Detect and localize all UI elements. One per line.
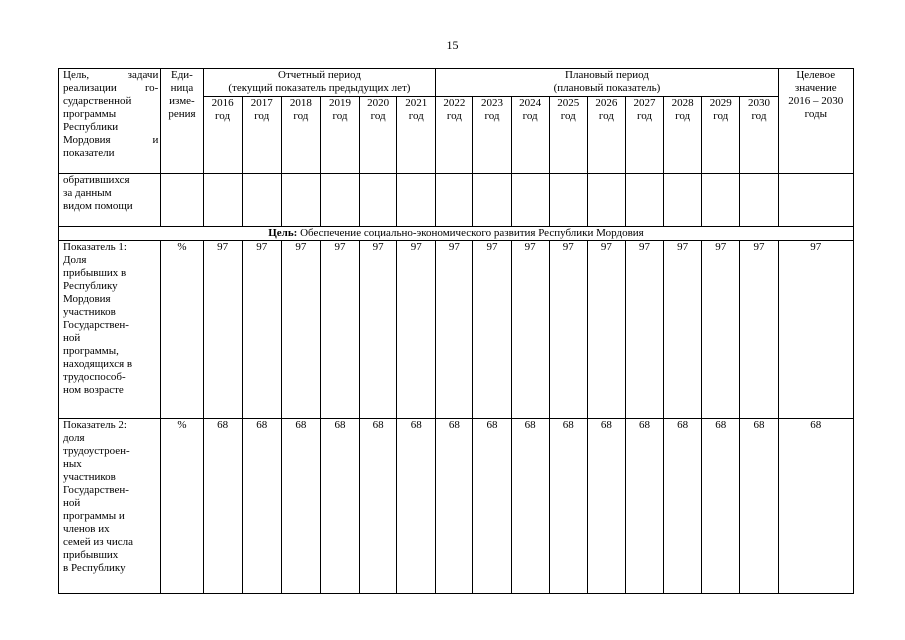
empty-cell [625, 174, 663, 227]
year-header-cell [320, 97, 359, 174]
unit-column-header-line: рения [168, 108, 196, 120]
target-column-header [778, 69, 853, 174]
year-word: год [598, 110, 614, 122]
year-label: 2016 [211, 97, 234, 109]
indicator-row [59, 419, 854, 594]
indicator-value-cell: 68 [473, 419, 511, 594]
header-row-1 [59, 69, 854, 97]
indicator-name-cell [59, 241, 161, 419]
indicator-name-line: трудоспособ- [63, 371, 126, 383]
empty-cell [511, 174, 549, 227]
year-word: год [293, 110, 309, 122]
indicator-name-line: Показатель 1: [63, 241, 127, 253]
indicator-name-line: прибывших [63, 549, 119, 561]
empty-cell [436, 174, 473, 227]
empty-cell [549, 174, 587, 227]
year-label: 2020 [367, 97, 390, 109]
indicator-name-line: ных [63, 458, 82, 470]
year-word: год [332, 110, 348, 122]
target-column-header-line: 2016 – 2030 [788, 95, 844, 107]
target-column-header-line: Целевое [796, 69, 836, 81]
goal-label: Цель: [268, 227, 298, 239]
indicator-value-cell: 68 [511, 419, 549, 594]
indicator-target-cell: 68 [778, 419, 853, 594]
indicator-value-cell: 97 [281, 241, 320, 419]
indicator-value-cell: 68 [702, 419, 740, 594]
year-label: 2018 [289, 97, 312, 109]
year-word: год [215, 110, 231, 122]
indicator-name-line: ном возрасте [63, 384, 124, 396]
empty-cell [320, 174, 359, 227]
indicator-name-line: Доля [63, 254, 87, 266]
empty-cell [664, 174, 702, 227]
indicator-name-line: ной [63, 497, 81, 509]
unit-column-header-line: Еди- [170, 69, 193, 81]
year-word: год [408, 110, 424, 122]
indicator-value-cell: 68 [436, 419, 473, 594]
indicator-name-line: Мордовия [63, 293, 111, 305]
target-column-header-line: значение [794, 82, 837, 94]
goal-column-header-line: Республики [63, 121, 119, 133]
empty-cell [242, 174, 281, 227]
continuation-name-line: обратившихся [63, 174, 130, 186]
year-header-cell [360, 97, 397, 174]
indicator-value-cell: 68 [587, 419, 625, 594]
indicator-value-cell: 68 [360, 419, 397, 594]
indicator-value-cell: 97 [625, 241, 663, 419]
indicator-value-cell: 97 [436, 241, 473, 419]
indicator-value-cell: 97 [702, 241, 740, 419]
indicators-table [58, 68, 854, 594]
planned-period-header [436, 69, 778, 97]
continuation-name-line: за данным [63, 187, 112, 199]
goal-row [59, 227, 854, 241]
year-word: год [751, 110, 767, 122]
year-header-cell [549, 97, 587, 174]
continuation-name-cell [59, 174, 161, 227]
target-column-header-line: годы [804, 108, 827, 120]
planned-title: Плановый период [565, 69, 649, 81]
year-word: год [637, 110, 653, 122]
indicator-unit-cell: % [161, 419, 203, 594]
year-label: 2017 [250, 97, 273, 109]
year-header-cell [242, 97, 281, 174]
year-header-cell [473, 97, 511, 174]
page-number: 15 [446, 38, 459, 52]
empty-cell [360, 174, 397, 227]
year-label: 2023 [481, 97, 504, 109]
indicator-value-cell: 68 [242, 419, 281, 594]
goal-column-header-line: показатели [63, 147, 115, 159]
reporting-title: Отчетный период [278, 69, 361, 81]
indicator-name-cell [59, 419, 161, 594]
year-header-cell [511, 97, 549, 174]
reporting-period-header [203, 69, 436, 97]
indicator-value-cell: 68 [281, 419, 320, 594]
indicator-name-line: членов их [63, 523, 110, 535]
indicator-value-cell: 97 [320, 241, 359, 419]
indicator-name-line: находящихся в [63, 358, 133, 370]
empty-cell [702, 174, 740, 227]
empty-cell [473, 174, 511, 227]
planned-subtitle: (плановый показатель) [553, 82, 661, 94]
empty-cell [281, 174, 320, 227]
year-label: 2019 [328, 97, 351, 109]
year-label: 2030 [747, 97, 770, 109]
reporting-subtitle: (текущий показатель предыдущих лет) [228, 82, 411, 94]
indicator-name-line: семей из числа [63, 536, 134, 548]
indicator-value-cell: 97 [664, 241, 702, 419]
indicator-name-line: доля [63, 432, 85, 444]
year-label: 2028 [671, 97, 694, 109]
indicator-value-cell: 68 [397, 419, 436, 594]
continuation-row [59, 174, 854, 227]
indicator-name-line: ной [63, 332, 81, 344]
goal-column-header-line: сударственной [63, 95, 132, 107]
year-label: 2025 [557, 97, 580, 109]
empty-cell [740, 174, 778, 227]
goal-cell [59, 227, 854, 241]
empty-cell [161, 174, 203, 227]
indicator-unit-cell: % [161, 241, 203, 419]
year-header-cell [702, 97, 740, 174]
indicator-name-line: программы и [63, 510, 125, 522]
year-label: 2027 [633, 97, 656, 109]
indicator-name-line: Показатель 2: [63, 419, 127, 431]
goal-column-header [59, 69, 161, 174]
empty-cell [778, 174, 853, 227]
year-word: год [484, 110, 500, 122]
indicator-row [59, 241, 854, 419]
indicator-value-cell: 97 [511, 241, 549, 419]
unit-column-header-line: изме- [169, 95, 195, 107]
year-header-cell [740, 97, 778, 174]
indicator-value-cell: 97 [587, 241, 625, 419]
year-word: год [560, 110, 576, 122]
goal-column-header-line: программы [63, 108, 117, 120]
year-word: год [675, 110, 691, 122]
indicator-value-cell: 68 [625, 419, 663, 594]
year-label: 2029 [709, 97, 732, 109]
unit-column-header-line: ница [170, 82, 194, 94]
year-header-cell [664, 97, 702, 174]
indicator-name-line: Государствен- [63, 319, 129, 331]
year-word: год [446, 110, 462, 122]
indicator-value-cell: 97 [740, 241, 778, 419]
indicator-value-cell: 68 [320, 419, 359, 594]
unit-column-header [161, 69, 203, 174]
year-header-cell [281, 97, 320, 174]
indicator-target-cell: 97 [778, 241, 853, 419]
empty-cell [587, 174, 625, 227]
empty-cell [397, 174, 436, 227]
year-header-cell [436, 97, 473, 174]
year-label: 2024 [519, 97, 542, 109]
indicator-value-cell: 97 [360, 241, 397, 419]
indicator-name-line: прибывших в [63, 267, 127, 279]
indicator-value-cell: 68 [664, 419, 702, 594]
goal-column-header-line: Мордовия и [63, 134, 159, 146]
indicator-value-cell: 97 [549, 241, 587, 419]
indicator-name-line: участников [63, 306, 116, 318]
year-word: год [713, 110, 729, 122]
year-word: год [370, 110, 386, 122]
continuation-name-line: видом помощи [63, 200, 133, 212]
indicator-value-cell: 97 [242, 241, 281, 419]
goal-column-header-line: Цель, задачи [63, 69, 159, 81]
year-word: год [254, 110, 270, 122]
year-label: 2022 [443, 97, 466, 109]
year-header-cell [587, 97, 625, 174]
year-header-cell [397, 97, 436, 174]
indicator-name-line: в Республику [63, 562, 126, 574]
indicator-value-cell: 68 [203, 419, 242, 594]
indicator-value-cell: 68 [740, 419, 778, 594]
empty-cell [203, 174, 242, 227]
year-header-cell [625, 97, 663, 174]
goal-text: Обеспечение социально-экономического развития Республики Мордовия [297, 227, 644, 239]
indicator-value-cell: 97 [397, 241, 436, 419]
indicator-name-line: трудоустроен- [63, 445, 130, 457]
year-label: 2021 [405, 97, 428, 109]
indicator-value-cell: 97 [473, 241, 511, 419]
indicator-name-line: Государствен- [63, 484, 129, 496]
indicator-value-cell: 97 [203, 241, 242, 419]
indicator-value-cell: 68 [549, 419, 587, 594]
goal-column-header-line: реализации го- [63, 82, 159, 94]
year-label: 2026 [595, 97, 618, 109]
indicator-name-line: программы, [63, 345, 119, 357]
indicator-name-line: Республику [63, 280, 118, 292]
indicator-name-line: участников [63, 471, 116, 483]
year-header-cell [203, 97, 242, 174]
year-word: год [522, 110, 538, 122]
